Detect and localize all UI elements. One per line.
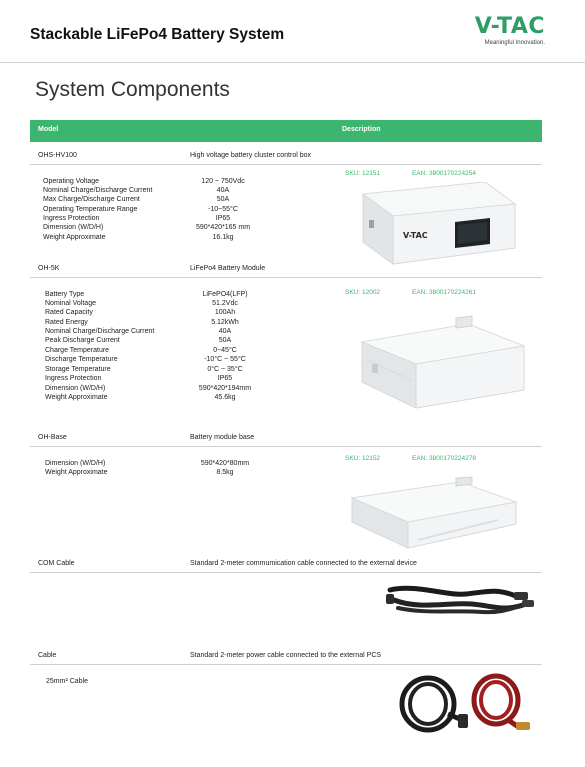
- spec-value: IP65: [215, 215, 231, 222]
- spec-value: 0°C ~ 35°C: [207, 366, 243, 373]
- product-row-ohs-hv100: [30, 146, 542, 165]
- table-header: [30, 120, 542, 142]
- spec-value: 40A: [218, 328, 232, 335]
- spec-list-ohs-hv100: [43, 177, 283, 243]
- device-brand-label: V-TAC: [403, 231, 428, 240]
- logo-tagline: Meaningful Innovation.: [484, 40, 545, 46]
- spec-value: IP65: [217, 375, 233, 382]
- spec-label: Dimension (W/D/H): [45, 460, 106, 467]
- spec-value: 120 ~ 750Vdc: [201, 178, 245, 185]
- product-row-oh-5k: [30, 259, 542, 278]
- spec-label: Rated Capacity: [45, 309, 93, 316]
- model-description: Battery module base: [190, 434, 255, 441]
- spec-list-oh-5k: [45, 290, 285, 402]
- spec-value: 50A: [216, 196, 230, 203]
- sku-label: SKU: 12151: [345, 170, 381, 177]
- spec-label: Operating Voltage: [43, 178, 100, 185]
- spec-label: Dimension (W/D/H): [43, 224, 104, 231]
- spec-label: Peak Discharge Current: [45, 337, 120, 344]
- model-description: Standard 2-meter power cable connected to the external PCS: [190, 652, 382, 659]
- spec-value: -10°C ~ 55°C: [204, 356, 246, 363]
- sku-label: SKU: 12152: [345, 455, 381, 462]
- section-title: System Components: [35, 78, 230, 101]
- model-name: OH-5K: [38, 265, 60, 272]
- ean-label: EAN: 3800170224278: [412, 455, 476, 462]
- spec-value: 40A: [216, 187, 230, 194]
- model-name: OH-Base: [38, 434, 67, 441]
- spec-value: 0~45°C: [213, 347, 237, 354]
- spec-label: Nominal Charge/Discharge Current: [43, 187, 153, 194]
- spec-label: Dimension (W/D/H): [45, 385, 106, 392]
- spec-label: Weight Approximate: [43, 234, 106, 241]
- cable-note: [46, 677, 246, 687]
- product-row-oh-base: [30, 428, 542, 447]
- model-name: COM Cable: [38, 560, 75, 567]
- spec-value: 5.12kWh: [211, 319, 239, 326]
- spec-value: 100Ah: [214, 309, 236, 316]
- spec-list-oh-base: [45, 459, 285, 479]
- battery-base-image: [348, 476, 520, 554]
- spec-label: Nominal Voltage: [45, 300, 96, 307]
- header-divider: [0, 62, 585, 63]
- spec-value: LiFePO4(LFP): [202, 291, 248, 298]
- spec-label: Battery Type: [45, 291, 85, 298]
- spec-value: 16.1kg: [212, 234, 234, 241]
- spec-value: -10~55°C: [208, 206, 238, 213]
- spec-value: 45.6kg: [214, 394, 236, 401]
- model-name: OHS-HV100: [38, 152, 77, 159]
- spec-label: Rated Energy: [45, 319, 88, 326]
- spec-label: Ingress Protection: [45, 375, 102, 382]
- model-description: High voltage battery cluster control box: [190, 152, 312, 159]
- power-cable-image: [398, 670, 538, 742]
- logo-wordmark: V-TAC: [474, 14, 545, 39]
- cable-size-label: 25mm² Cable: [46, 678, 89, 685]
- spec-label: Charge Temperature: [45, 347, 110, 354]
- ean-label: EAN: 3800170224261: [412, 289, 476, 296]
- vtac-logo: [443, 16, 545, 50]
- spec-value: 590*420*194mm: [198, 385, 252, 392]
- spec-value: 590*420*80mm: [200, 460, 250, 467]
- spec-label: Max Charge/Discharge Current: [43, 196, 140, 203]
- spec-label: Ingress Protection: [43, 215, 100, 222]
- column-model-header: Model: [38, 126, 59, 133]
- spec-label: Nominal Charge/Discharge Current: [45, 328, 155, 335]
- column-description-header: Description: [342, 126, 381, 133]
- spec-label: Weight Approximate: [45, 469, 108, 476]
- battery-module-image: [356, 312, 528, 412]
- spec-label: Operating Temperature Range: [43, 206, 138, 213]
- spec-value: 8.5kg: [216, 469, 234, 476]
- model-description: Standard 2-meter commumication cable connected to the external device: [190, 560, 417, 567]
- product-row-power-cable: [30, 646, 542, 665]
- spec-value: 50A: [218, 337, 232, 344]
- spec-label: Weight Approximate: [45, 394, 108, 401]
- model-description: LiFePo4 Battery Module: [190, 265, 266, 272]
- ean-label: EAN: 3800170224254: [412, 170, 476, 177]
- spec-label: Discharge Temperature: [45, 356, 118, 363]
- spec-value: 51.2Vdc: [212, 300, 238, 307]
- control-box-image: [355, 182, 520, 268]
- sku-label: SKU: 12002: [345, 289, 381, 296]
- spec-label: Storage Temperature: [45, 366, 111, 373]
- model-name: Cable: [38, 652, 57, 659]
- document-title: Stackable LiFePo4 Battery System: [30, 26, 285, 43]
- com-cable-image: [386, 582, 536, 618]
- spec-value: 590*420*165 mm: [195, 224, 251, 231]
- product-row-com-cable: [30, 554, 542, 573]
- page-header: [0, 0, 585, 62]
